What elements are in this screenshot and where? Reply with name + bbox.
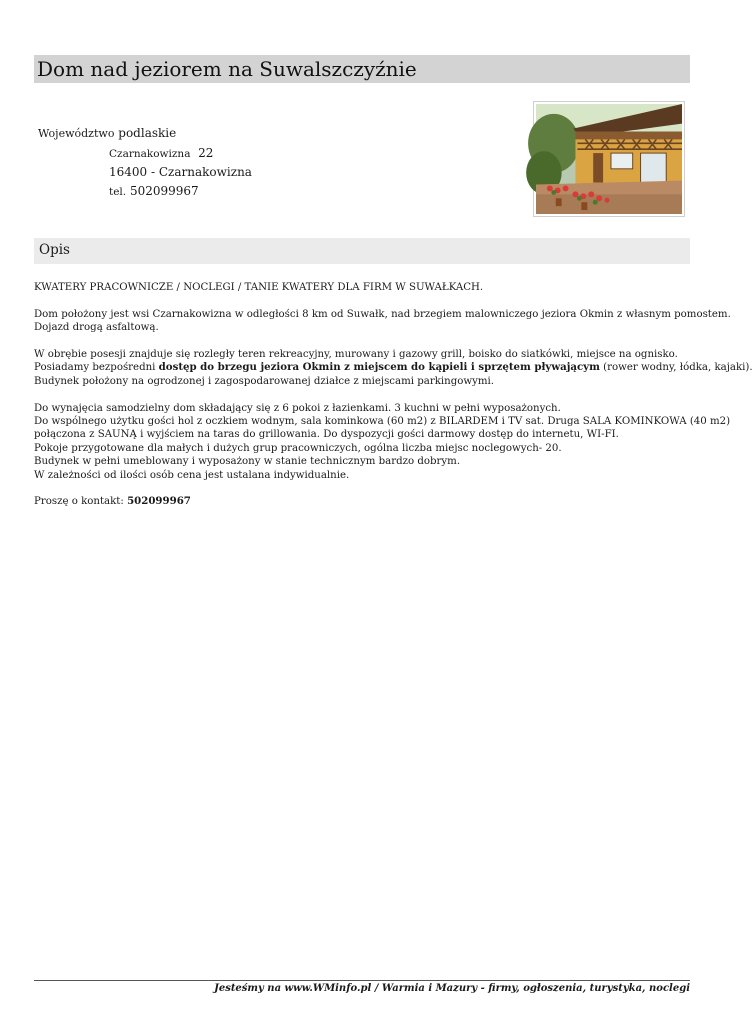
text-line-access [34,361,753,374]
street-number: 22 [198,145,214,160]
section-title: Opis [39,242,70,258]
paragraph-3 [34,348,753,388]
text-line: Pokoje przygotowane dla małych i dużych grup pracowniczych, ogólna liczba miejsc noclegowych- 20. [34,442,562,454]
text-line: KWATERY PRACOWNICZE / NOCLEGI / TANIE KWATERY DLA FIRM W SUWAŁKACH. [34,282,484,293]
footer-divider [34,980,690,981]
region-row [38,124,252,144]
text-line: połączona z SAUNĄ i wyjściem na taras do grillowania. Do dyspozycji gości darmowy dostęp do internetu, WI-FI. [34,429,619,441]
text-line: Budynek położony na ogrodzonej i zagospodarowanej działce z miejscami parkingowymi. [34,375,494,387]
postal-city: 16400 - Czarnakowizna [109,165,252,179]
street-row [38,144,252,164]
house-photo-image [536,104,682,214]
text-line: Dom położony jest wsi Czarnakowizna w odległości 8 km od Suwałk, nad brzegiem malowniczego jeziora Okmin z własnym pomostem. [34,308,731,320]
text-fragment: Posiadamy bezpośredni [34,362,159,374]
text-line: Dojazd drogą asfaltową. [34,322,159,334]
contact-paragraph [34,495,690,508]
footer-text: Jesteśmy na www.WMinfo.pl / Warmia i Mazury - firmy, ogłoszenia, turystyka, noclegi [214,983,690,994]
paragraph-4 [34,402,731,482]
text-line: W zależności od ilości osób cena jest ustalana indywidualnie. [34,469,350,481]
phone-value: 502099967 [129,183,199,198]
text-line: W obrębie posesji znajduje się rozległy teren rekreacyjny, murowany i gazowy grill, boisko do siatkówki, miejsce na ognisko. [34,349,678,360]
address-block [38,124,252,201]
page-title: Dom nad jeziorem na Suwalszczyźnie [37,57,417,81]
lake-access-highlight: dostęp do brzegu jeziora Okmin z miejscem do kąpieli i sprzętem pływającym [158,361,600,374]
text-line: Do wynajęcia samodzielny dom składający się z 6 pokoi z łazienkami. 3 kuchni w pełni wyposażonych. [34,402,561,414]
title-bar [34,55,690,83]
description [34,281,753,522]
text-fragment: (rower wodny, łódka, kajaki). [599,362,753,374]
phone-row [38,182,252,202]
contact-label: Proszę o kontakt: [34,496,128,508]
region-label: Województwo [38,127,115,140]
phone-label: tel. [109,185,127,198]
house-photo [533,101,685,217]
section-bar [34,238,690,264]
contact-phone: 502099967 [127,495,191,508]
text-line: Budynek w pełni umeblowany i wyposażony w stanie technicznym bardzo dobrym. [34,456,461,468]
street-name: Czarnakowizna [109,147,191,160]
paragraph-1 [34,281,690,294]
region-value: podlaskie [118,126,177,140]
text-line: Do wspólnego użytku gości hol z oczkiem wodnym, sala kominkowa (60 m2) z BILARDEM i TV sat. Druga SALA KOMINKOWA (40 m2) [34,416,731,428]
paragraph-2 [34,308,731,335]
